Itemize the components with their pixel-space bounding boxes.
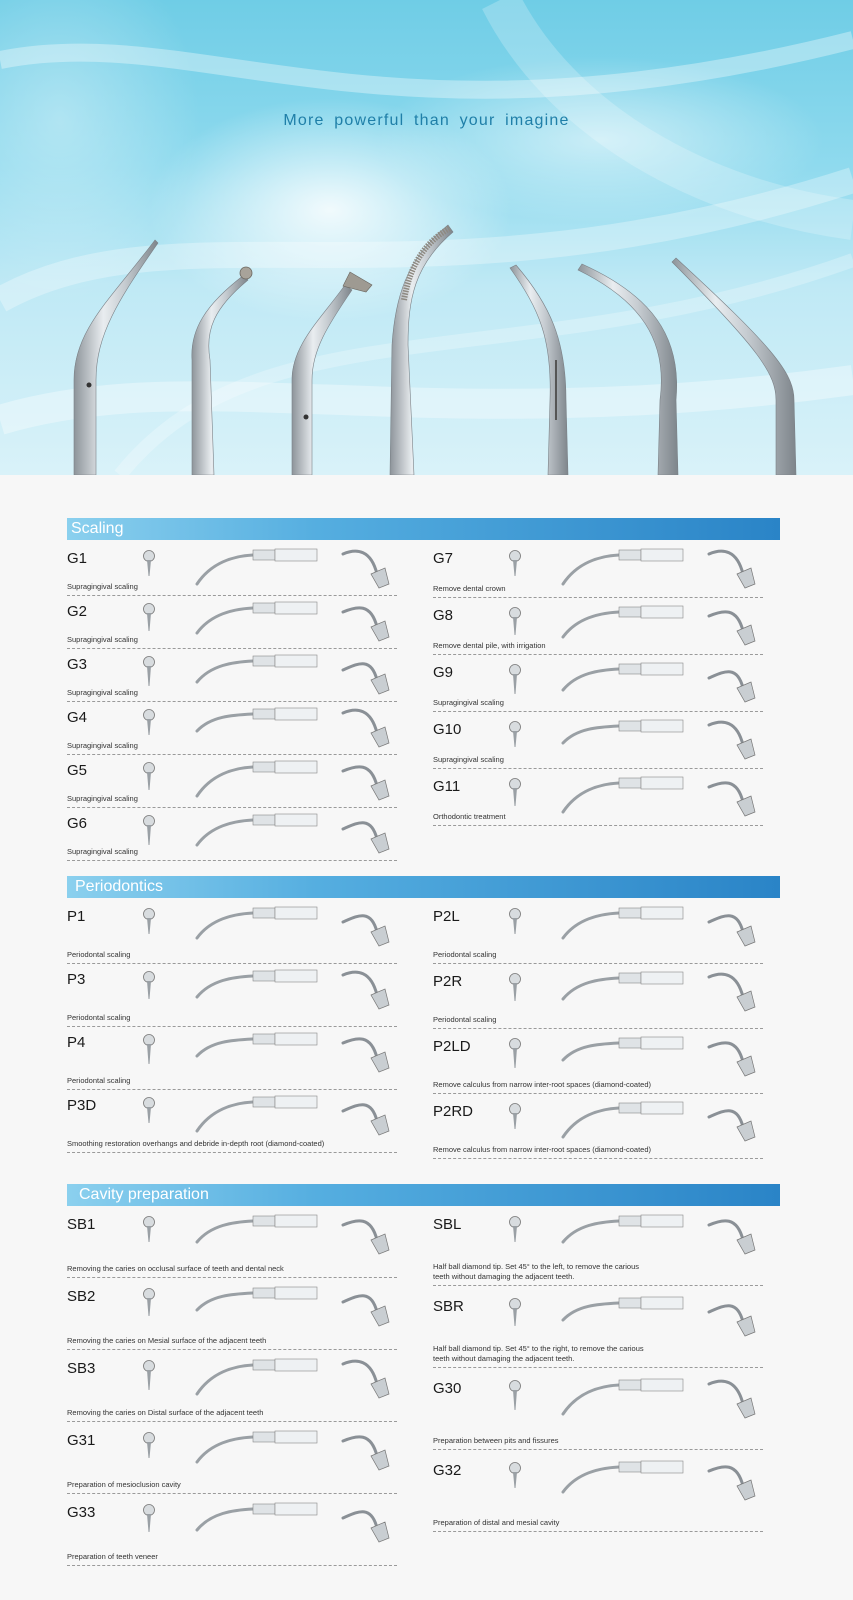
tip-row-sbr bbox=[433, 1294, 763, 1368]
tip-row-p2r bbox=[433, 969, 763, 1029]
tip-description: Orthodontic treatment bbox=[433, 812, 506, 821]
tip-row-g31 bbox=[67, 1428, 397, 1494]
section-bar bbox=[67, 518, 780, 540]
tip-code: P2R bbox=[433, 973, 463, 990]
tip-code: P3 bbox=[67, 971, 86, 988]
tip-code: G30 bbox=[433, 1380, 462, 1397]
tip-angled-view-icon bbox=[705, 658, 761, 708]
tip-row-g4 bbox=[67, 705, 397, 755]
tip-side-view-icon bbox=[559, 717, 685, 765]
tip-angled-view-icon bbox=[339, 1028, 395, 1078]
tip-front-view-icon bbox=[141, 969, 157, 1009]
tip-front-view-icon bbox=[507, 1460, 523, 1500]
tip-description: Remove calculus from narrow inter-root spaces (diamond-coated) bbox=[433, 1145, 652, 1154]
tip-angled-view-icon bbox=[339, 902, 395, 952]
tip-description: Supragingival scaling bbox=[67, 582, 138, 591]
tip-row-g5 bbox=[67, 758, 397, 808]
tip-description: Periodontal scaling bbox=[67, 1013, 131, 1022]
tip-row-g1 bbox=[67, 546, 397, 596]
tip-code: SBR bbox=[433, 1298, 464, 1315]
tip-angled-view-icon bbox=[705, 715, 761, 765]
tip-side-view-icon bbox=[193, 599, 319, 647]
tip-side-view-icon bbox=[559, 1376, 685, 1424]
tip-front-view-icon bbox=[141, 1430, 157, 1470]
tip-description: Remove dental crown bbox=[433, 584, 506, 593]
section-title: Periodontics bbox=[75, 878, 164, 895]
tip-row-g3 bbox=[67, 652, 397, 702]
tip-row-g30 bbox=[433, 1376, 763, 1450]
tip-side-view-icon bbox=[559, 1294, 685, 1342]
tip-front-view-icon bbox=[507, 1214, 523, 1254]
tip-side-view-icon bbox=[193, 546, 319, 594]
tip-description: Supragingival scaling bbox=[67, 635, 138, 644]
tip-row-g32 bbox=[433, 1458, 763, 1532]
tip-front-view-icon bbox=[507, 719, 523, 759]
tip-code: SBL bbox=[433, 1216, 462, 1233]
tip-side-view-icon bbox=[193, 1030, 319, 1078]
tip-side-view-icon bbox=[193, 1093, 319, 1141]
tip-description: Remove dental pile, with irrigation bbox=[433, 641, 546, 650]
tip-row-g2 bbox=[67, 599, 397, 649]
tip-row-g7 bbox=[433, 546, 763, 598]
section-periodontics bbox=[67, 876, 780, 1166]
tip-angled-view-icon bbox=[705, 1097, 761, 1147]
tip-front-view-icon bbox=[141, 1032, 157, 1072]
tip-row-p3 bbox=[67, 967, 397, 1027]
tip-description: Half ball diamond tip. Set 45° to the right, to remove the carious teeth without damaging the adjacent teeth. bbox=[433, 1344, 644, 1363]
section-bar bbox=[67, 1184, 780, 1206]
hero-tip-4 bbox=[390, 225, 453, 475]
tip-side-view-icon bbox=[559, 1458, 685, 1506]
tip-front-view-icon bbox=[507, 662, 523, 702]
tip-angled-view-icon bbox=[339, 1210, 395, 1260]
hero-tip-7 bbox=[672, 258, 796, 475]
hero-tip-2 bbox=[192, 267, 252, 475]
tip-front-view-icon bbox=[507, 605, 523, 645]
section-cavity-preparation bbox=[67, 1184, 780, 1594]
tip-front-view-icon bbox=[141, 906, 157, 946]
tip-side-view-icon bbox=[559, 1212, 685, 1260]
tip-code: G10 bbox=[433, 721, 462, 738]
tip-description: Preparation between pits and fissures bbox=[433, 1436, 559, 1445]
tip-side-view-icon bbox=[193, 705, 319, 753]
tip-code: G33 bbox=[67, 1504, 96, 1521]
tip-code: P3D bbox=[67, 1097, 97, 1114]
tip-front-view-icon bbox=[507, 971, 523, 1011]
hero-tip-5 bbox=[510, 265, 568, 475]
tip-angled-view-icon bbox=[339, 1354, 395, 1404]
tip-front-view-icon bbox=[507, 776, 523, 816]
tip-description: Periodontal scaling bbox=[433, 950, 497, 959]
tip-code: G32 bbox=[433, 1462, 462, 1479]
tip-description: Supragingival scaling bbox=[67, 688, 138, 697]
tip-front-view-icon bbox=[141, 1095, 157, 1135]
tip-angled-view-icon bbox=[705, 1456, 761, 1506]
tip-row-sb3 bbox=[67, 1356, 397, 1422]
tip-row-sbl bbox=[433, 1212, 763, 1286]
tip-front-view-icon bbox=[507, 1296, 523, 1336]
tip-row-p2rd bbox=[433, 1099, 763, 1159]
tip-code: G1 bbox=[67, 550, 88, 567]
tip-description: Remove calculus from narrow inter-root spaces (diamond-coated) bbox=[433, 1080, 652, 1089]
tip-description: Smoothing restoration overhangs and debride in-depth root (diamond-coated) bbox=[67, 1139, 325, 1148]
section-title: Cavity preparation bbox=[79, 1186, 209, 1203]
tip-front-view-icon bbox=[141, 707, 157, 747]
tip-code: G3 bbox=[67, 656, 88, 673]
tip-side-view-icon bbox=[193, 1284, 319, 1332]
tip-angled-view-icon bbox=[339, 1282, 395, 1332]
tip-row-p2l bbox=[433, 904, 763, 964]
tip-front-view-icon bbox=[507, 906, 523, 946]
section-bar bbox=[67, 876, 780, 898]
tip-front-view-icon bbox=[141, 760, 157, 800]
tip-code: P2RD bbox=[433, 1103, 474, 1120]
tip-description: Periodontal scaling bbox=[67, 950, 131, 959]
tip-row-g9 bbox=[433, 660, 763, 712]
section-title: Scaling bbox=[71, 520, 124, 537]
tip-angled-view-icon bbox=[339, 597, 395, 647]
tip-row-sb2 bbox=[67, 1284, 397, 1350]
tip-code: P2L bbox=[433, 908, 460, 925]
tip-row-g33 bbox=[67, 1500, 397, 1566]
tip-front-view-icon bbox=[141, 1214, 157, 1254]
tip-angled-view-icon bbox=[339, 650, 395, 700]
tip-front-view-icon bbox=[141, 601, 157, 641]
hero-banner bbox=[0, 0, 853, 475]
tip-row-g6 bbox=[67, 811, 397, 861]
tip-angled-view-icon bbox=[705, 1032, 761, 1082]
tip-row-p4 bbox=[67, 1030, 397, 1090]
tip-angled-view-icon bbox=[705, 772, 761, 822]
tip-side-view-icon bbox=[559, 774, 685, 822]
tip-code: SB2 bbox=[67, 1288, 96, 1305]
tip-code: SB1 bbox=[67, 1216, 96, 1233]
tip-angled-view-icon bbox=[705, 1292, 761, 1342]
tip-side-view-icon bbox=[193, 904, 319, 952]
tip-description: Preparation of distal and mesial cavity bbox=[433, 1518, 560, 1527]
tip-code: G8 bbox=[433, 607, 454, 624]
tip-side-view-icon bbox=[193, 1500, 319, 1548]
tip-description: Half ball diamond tip. Set 45° to the left, to remove the carious teeth without damaging the adjacent teeth. bbox=[433, 1262, 640, 1281]
tip-angled-view-icon bbox=[705, 544, 761, 594]
tip-angled-view-icon bbox=[339, 703, 395, 753]
tip-description: Supragingival scaling bbox=[433, 698, 504, 707]
hero-tip-3 bbox=[292, 272, 372, 475]
tip-angled-view-icon bbox=[705, 967, 761, 1017]
tip-code: P4 bbox=[67, 1034, 86, 1051]
tip-angled-view-icon bbox=[339, 1426, 395, 1476]
tip-side-view-icon bbox=[193, 652, 319, 700]
tip-description: Removing the caries on Mesial surface of the adjacent teeth bbox=[67, 1336, 267, 1345]
tip-description: Supragingival scaling bbox=[67, 741, 138, 750]
tip-front-view-icon bbox=[141, 654, 157, 694]
tip-front-view-icon bbox=[141, 1502, 157, 1542]
tip-description: Periodontal scaling bbox=[433, 1015, 497, 1024]
tip-description: Preparation of mesioclusion cavity bbox=[67, 1480, 181, 1489]
tip-angled-view-icon bbox=[339, 965, 395, 1015]
section-scaling bbox=[67, 518, 780, 856]
tip-code: G31 bbox=[67, 1432, 96, 1449]
hero-tips-illustration bbox=[0, 0, 853, 475]
tip-front-view-icon bbox=[507, 1036, 523, 1076]
tip-side-view-icon bbox=[193, 1212, 319, 1260]
tip-front-view-icon bbox=[141, 813, 157, 853]
tip-row-p3d bbox=[67, 1093, 397, 1153]
tip-description: Periodontal scaling bbox=[67, 1076, 131, 1085]
tip-angled-view-icon bbox=[339, 1498, 395, 1548]
tip-description: Preparation of teeth veneer bbox=[67, 1552, 158, 1561]
tip-front-view-icon bbox=[141, 1286, 157, 1326]
tip-code: G5 bbox=[67, 762, 88, 779]
tip-code: G6 bbox=[67, 815, 88, 832]
tip-code: P1 bbox=[67, 908, 86, 925]
tip-angled-view-icon bbox=[705, 601, 761, 651]
hero-tip-6 bbox=[578, 264, 678, 475]
tip-angled-view-icon bbox=[705, 1374, 761, 1424]
tip-angled-view-icon bbox=[339, 1091, 395, 1141]
tip-side-view-icon bbox=[559, 546, 685, 594]
tip-angled-view-icon bbox=[339, 809, 395, 859]
tip-code: P2LD bbox=[433, 1038, 471, 1055]
tip-side-view-icon bbox=[559, 904, 685, 952]
tip-row-sb1 bbox=[67, 1212, 397, 1278]
tip-description: Supragingival scaling bbox=[433, 755, 504, 764]
tip-code: SB3 bbox=[67, 1360, 96, 1377]
tip-row-g10 bbox=[433, 717, 763, 769]
tip-code: G2 bbox=[67, 603, 88, 620]
tip-code: G7 bbox=[433, 550, 454, 567]
tip-side-view-icon bbox=[193, 811, 319, 859]
tip-row-g8 bbox=[433, 603, 763, 655]
tip-side-view-icon bbox=[559, 969, 685, 1017]
tip-side-view-icon bbox=[193, 758, 319, 806]
tip-front-view-icon bbox=[507, 548, 523, 588]
tip-description: Removing the caries on occlusal surface of teeth and dental neck bbox=[67, 1264, 284, 1273]
tip-side-view-icon bbox=[559, 660, 685, 708]
hero-slogan: More powerful than your imagine bbox=[283, 112, 570, 129]
tip-code: G4 bbox=[67, 709, 88, 726]
tip-code: G11 bbox=[433, 778, 461, 795]
tip-front-view-icon bbox=[141, 1358, 157, 1398]
tip-row-g11 bbox=[433, 774, 763, 826]
tip-front-view-icon bbox=[507, 1378, 523, 1418]
tip-side-view-icon bbox=[193, 967, 319, 1015]
tip-row-p2ld bbox=[433, 1034, 763, 1094]
tip-side-view-icon bbox=[193, 1356, 319, 1404]
tip-description: Supragingival scaling bbox=[67, 794, 138, 803]
tip-front-view-icon bbox=[507, 1101, 523, 1141]
tip-side-view-icon bbox=[559, 603, 685, 651]
tip-angled-view-icon bbox=[339, 544, 395, 594]
tip-angled-view-icon bbox=[339, 756, 395, 806]
tip-side-view-icon bbox=[559, 1099, 685, 1147]
tip-angled-view-icon bbox=[705, 902, 761, 952]
tip-description: Supragingival scaling bbox=[67, 847, 138, 856]
tip-front-view-icon bbox=[141, 548, 157, 588]
tip-side-view-icon bbox=[559, 1034, 685, 1082]
hero-tip-1 bbox=[74, 240, 158, 475]
tip-angled-view-icon bbox=[705, 1210, 761, 1260]
tip-side-view-icon bbox=[193, 1428, 319, 1476]
tip-description: Removing the caries on Distal surface of the adjacent teeth bbox=[67, 1408, 264, 1417]
tip-code: G9 bbox=[433, 664, 454, 681]
tip-row-p1 bbox=[67, 904, 397, 964]
